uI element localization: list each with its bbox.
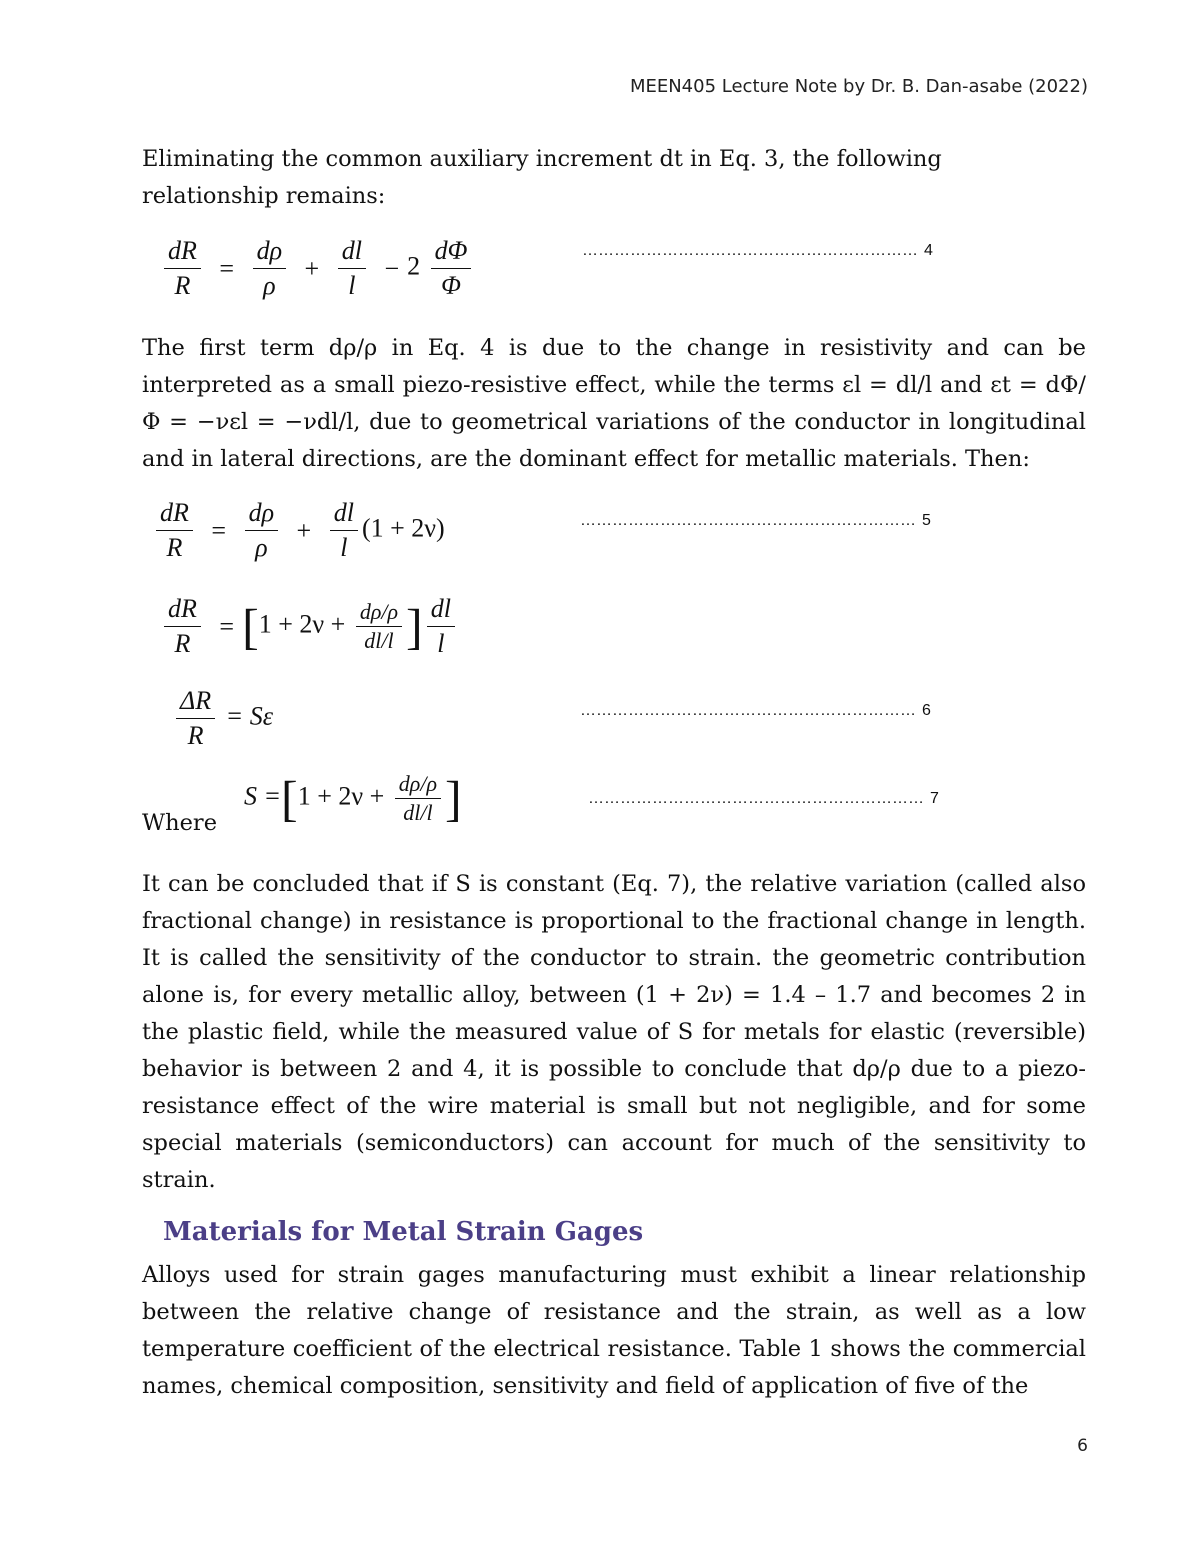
equation-4-leader: ……………………………………………………… 4 (582, 242, 933, 259)
equation-6: $\frac{\Delta R}{R}$ = Sε (172, 686, 273, 751)
fraction-dR-R: $\frac{dR}{R}$ (164, 236, 201, 301)
page-number: 6 (1077, 1436, 1088, 1456)
equation-5: $\frac{dR}{R}$ = $\frac{d\rho}{\rho}$ + $\frac{dl}{l}$ (1 + 2ν) (152, 498, 445, 563)
paragraph-first-term: The first term dρ/ρ in Eq. 4 is due to the change in resistivity and can be interpreted as a small piezo-resistive effect, while the terms εl = dl/l and εt = dΦ/Φ = −νεl = −νdl/l, due to geometrical variations of the conductor in longitudinal and in lateral directions, are the dominant effect for metallic materials. Then: (142, 335, 1086, 472)
paragraph-conclusion: It can be concluded that if S is constant (Eq. 7), the relative variation (called also fractional change) in resistance is proportional to the fractional change in length. It is called the sensitivity of the conductor to strain. the geometric contribution alone is, for every metallic alloy, between (1 + 2ν) = 1.4 – 1.7 and becomes 2 in the plastic field, while the measured value of S for metals for elastic (reversible) behavior is between 2 and 4, it is possible to conclude that dρ/ρ due to a piezo-resistance effect of the wire material is small but not negligible, and for some special materials (semiconductors) can account for much of the sensitivity to strain. (142, 871, 1086, 1193)
equation-4-number: 4 (924, 242, 933, 259)
equation-7: S =[1 + 2ν + $\frac{d\rho/\rho}{dl/l}$ ] (244, 770, 462, 827)
page-header: MEEN405 Lecture Note by Dr. B. Dan-asabe (2022) (629, 76, 1088, 97)
paragraph-alloys: Alloys used for strain gages manufacturing must exhibit a linear relationship between the relative change of resistance and the strain, as well as a low temperature coefficient of the electrical resistance. Table 1 shows the commercial names, chemical composition, sensitivity and field of application of five of the (142, 1262, 1086, 1399)
fraction-dPhi-Phi: $\frac{d\Phi}{\Phi}$ (431, 236, 472, 301)
equation-5-leader: ……………………………………………………… 5 (580, 512, 931, 529)
where-label: Where (142, 810, 218, 836)
equation-6-leader: ……………………………………………………… 6 (580, 702, 931, 719)
equation-4: $\frac{dR}{R}$ = $\frac{d\rho}{\rho}$ + $\frac{dl}{l}$ − 2 $\frac{d\Phi}{\Phi}$ (160, 236, 475, 301)
equation-7-leader: ……………………………………………………… 7 (588, 790, 939, 807)
section-heading: Materials for Metal Strain Gages (163, 1217, 644, 1247)
equation-5-expanded: $\frac{dR}{R}$ = [1 + 2ν + $\frac{d\rho/\rho}{dl/l}$ ] $\frac{dl}{l}$ (160, 594, 459, 659)
equation-6-number: 6 (922, 702, 931, 719)
fraction-drho-rho: $\frac{d\rho}{\rho}$ (253, 236, 286, 301)
paragraph-intro: Eliminating the common auxiliary increment dt in Eq. 3, the following relationship remains: (142, 146, 942, 209)
equation-5-number: 5 (922, 512, 931, 529)
fraction-dl-l: $\frac{dl}{l}$ (338, 236, 366, 301)
equation-7-number: 7 (930, 790, 939, 807)
